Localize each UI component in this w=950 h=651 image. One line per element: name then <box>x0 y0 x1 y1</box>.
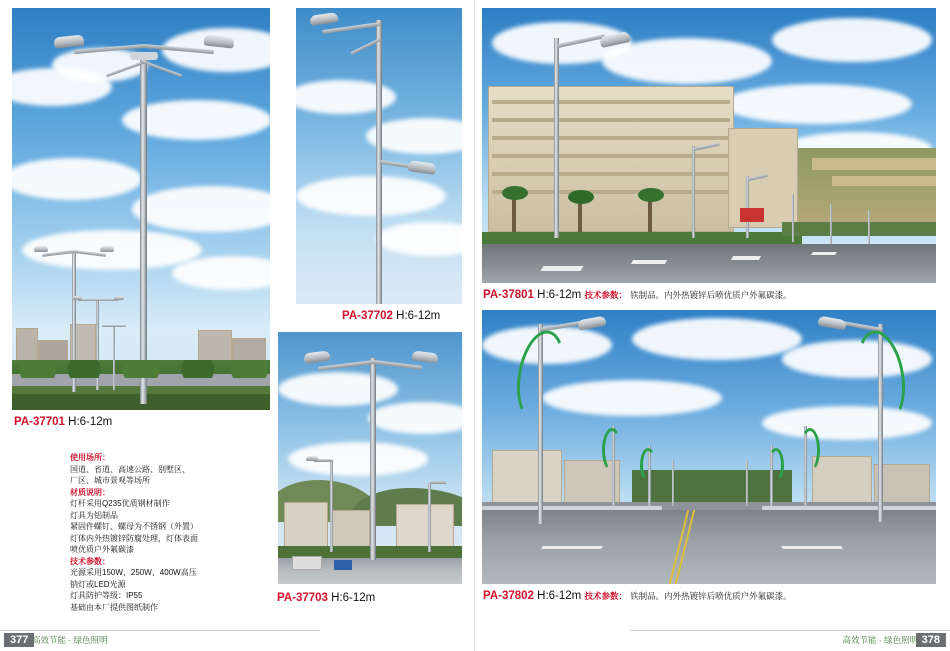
parameter-heading: 技术参数： <box>70 556 110 566</box>
footer-divider-right <box>630 630 950 631</box>
lamp-head <box>114 296 124 300</box>
cloud <box>772 18 932 62</box>
lamp-arm <box>102 325 114 327</box>
caption-pa-37702 <box>342 310 440 322</box>
cloud <box>296 176 446 216</box>
product-code: PA-37801 <box>483 289 534 301</box>
material-line: 灯杆采用Q235优质钢材制作 <box>70 499 170 508</box>
parameter-line: 灯具防护等级：IP55 <box>70 591 143 600</box>
page-gutter <box>474 0 475 651</box>
lamp-pole <box>830 204 832 244</box>
product-photo-pa-37701 <box>12 8 270 410</box>
material-line: 喷优质户外氟碳漆 <box>70 545 134 554</box>
product-photo-pa-37703 <box>278 332 462 584</box>
green-decorative-arc <box>602 428 622 472</box>
cloud <box>762 406 932 440</box>
lamp-pole <box>746 176 749 238</box>
lamp-arm <box>430 481 446 484</box>
product-size: H:6-12m <box>396 310 441 322</box>
product-size: H:6-12m <box>331 592 376 604</box>
usage-line: 厂区、城市景观等场所 <box>70 476 150 485</box>
caption-pa-37801 <box>483 289 792 301</box>
material-line: 灯体内外热镀锌防腐处理，灯体表面 <box>70 533 198 543</box>
caption-pa-37703 <box>277 592 375 604</box>
footer-text-right: 高效节能 · 绿色照明 <box>842 635 918 645</box>
lamp-pole <box>113 326 115 390</box>
lamp-pole <box>370 358 376 560</box>
lamp-head <box>100 246 114 252</box>
lamp-pole <box>428 482 431 552</box>
specification-block <box>70 452 290 613</box>
lamp-pole <box>554 38 559 238</box>
product-code: PA-37701 <box>14 416 65 428</box>
green-decorative-arc <box>768 448 784 482</box>
lamp-pole <box>140 52 147 404</box>
green-decorative-arc <box>800 428 820 472</box>
tech-label: 技术参数： <box>584 290 627 300</box>
lamp-pole <box>330 460 333 552</box>
parameter-line: 基础由本厂提供图纸制作 <box>70 602 158 612</box>
product-photo-pa-37802 <box>482 310 936 584</box>
background-building <box>284 502 328 548</box>
green-decorative-arc <box>640 448 656 482</box>
lamp-pole <box>672 460 674 506</box>
tech-text: 铁制品。内外热镀锌后喷优质户外氟碳漆。 <box>630 591 792 601</box>
product-photo-pa-37702 <box>296 8 462 304</box>
material-line: 紧固件螺钉、螺母为不锈钢（外置） <box>70 522 198 531</box>
caption-pa-37701 <box>14 416 112 428</box>
lamp-head <box>72 296 82 300</box>
tech-label: 技术参数： <box>584 591 627 601</box>
product-size: H:6-12m <box>68 416 113 428</box>
road-surface <box>482 244 936 283</box>
lamp-pole <box>868 210 870 244</box>
usage-line: 国道、省道、高速公路、别墅区、 <box>70 464 190 474</box>
apartment-building <box>488 86 734 232</box>
parameter-line: 钠灯或LED光源 <box>70 579 126 589</box>
product-size: H:6-12m <box>537 289 582 301</box>
product-photo-pa-37801 <box>482 8 936 283</box>
cloud <box>602 38 772 84</box>
caption-pa-37802 <box>483 590 792 602</box>
background-building <box>396 504 454 548</box>
parameter-line: 光源采用150W、250W、400W高压 <box>70 568 197 577</box>
lamp-pole <box>792 194 794 242</box>
product-code: PA-37802 <box>483 590 534 602</box>
lamp-pole <box>746 460 748 506</box>
page-number-right: 378 <box>916 633 946 647</box>
background-building <box>330 510 370 548</box>
footer-text-left: 高效节能 · 绿色照明 <box>32 635 108 645</box>
background-building <box>812 456 872 504</box>
page-number-left: 377 <box>4 633 34 647</box>
cloud <box>278 372 398 406</box>
lamp-pole <box>692 146 695 238</box>
background-building <box>492 450 562 504</box>
tech-text: 铁制品。内外热镀锌后喷优质户外氟碳漆。 <box>630 290 792 300</box>
lamp-head <box>306 456 318 461</box>
cloud <box>722 84 912 124</box>
product-size: H:6-12m <box>537 590 582 602</box>
cloud <box>632 318 802 360</box>
usage-heading: 使用场所： <box>70 453 110 462</box>
material-heading: 材质说明： <box>70 487 110 497</box>
product-code: PA-37703 <box>277 592 328 604</box>
lamp-head <box>34 246 48 252</box>
cloud <box>542 380 722 416</box>
footer-divider-left <box>0 630 320 631</box>
lamp-arm <box>114 325 126 327</box>
material-line: 灯具为铝制品 <box>70 510 118 520</box>
product-code: PA-37702 <box>342 310 393 322</box>
